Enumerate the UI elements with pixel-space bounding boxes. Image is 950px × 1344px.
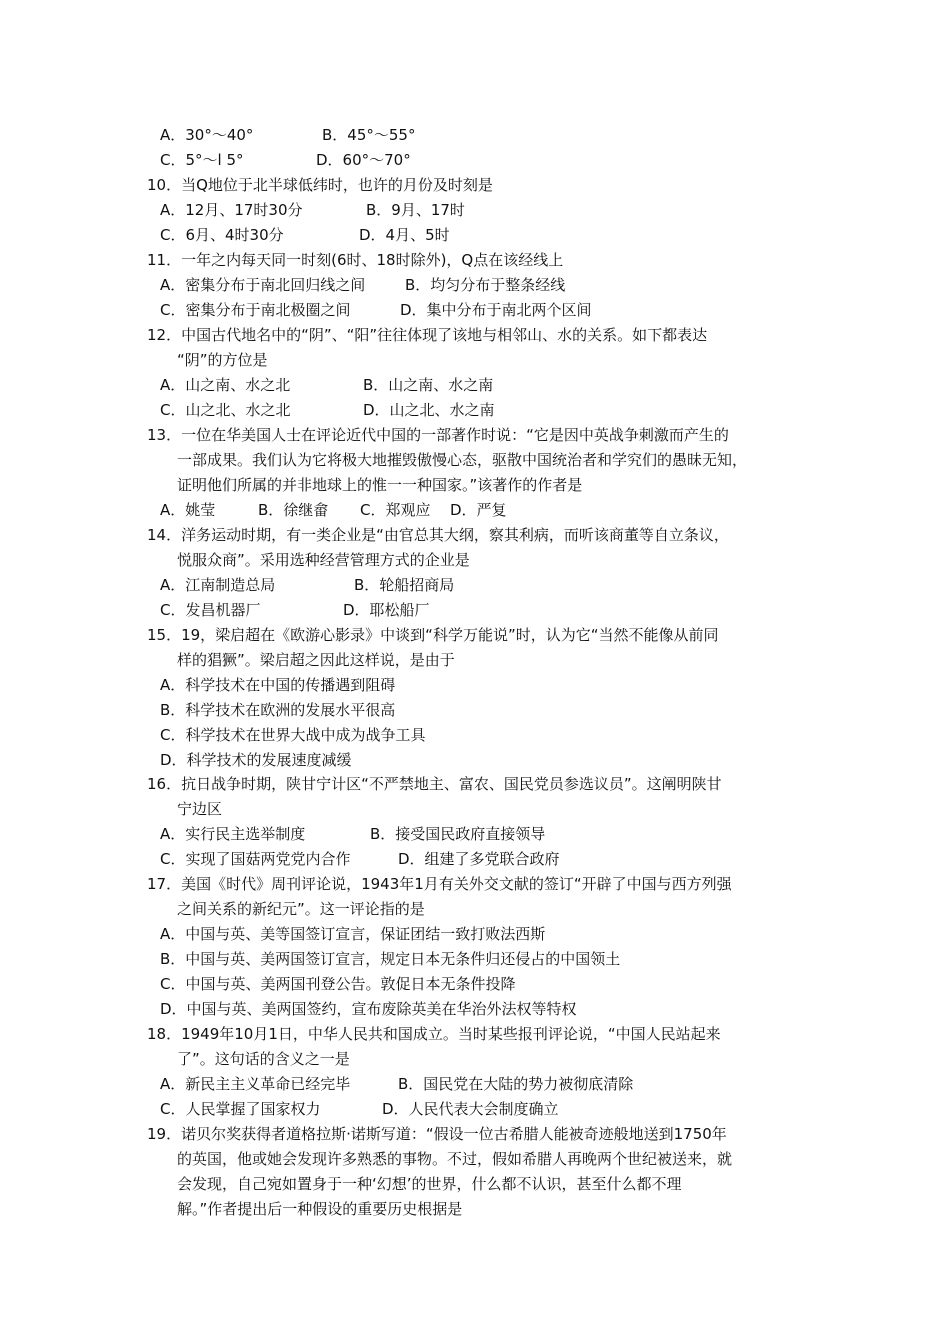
option: C．5°～l 5° bbox=[160, 151, 244, 169]
question-15 bbox=[147, 625, 719, 645]
option: A．密集分布于南北回归线之间 bbox=[160, 276, 366, 294]
question-stem: 1949年10月1日，中华人民共和国成立。当时某些报刊评论说，“中国人民站起来 bbox=[181, 1025, 721, 1043]
question-14 bbox=[147, 525, 729, 545]
question-16 bbox=[147, 774, 722, 794]
option: C．中国与英、美两国刊登公告。敦促日本无条件投降 bbox=[160, 975, 516, 993]
question-number: 16． bbox=[147, 775, 182, 793]
question-stem-continued: 悦服众商”。采用选种经营管理方式的企业是 bbox=[177, 551, 470, 569]
option: A．山之南、水之北 bbox=[160, 376, 291, 394]
option: C．山之北、水之北 bbox=[160, 401, 291, 419]
question-10 bbox=[147, 175, 493, 195]
question-stem-continued: 宁边区 bbox=[177, 800, 223, 818]
question-stem: 美国《时代》周刊评论说，1943年1月有关外交文献的签订“开辟了中国与西方列强 bbox=[181, 875, 732, 893]
question-17 bbox=[147, 874, 732, 894]
question-19 bbox=[147, 1124, 727, 1144]
option: D．人民代表大会制度确立 bbox=[382, 1100, 559, 1118]
question-number: 17． bbox=[147, 875, 182, 893]
question-stem-continued: 样的猖獗”。梁启超之因此这样说，是由于 bbox=[177, 651, 455, 669]
option: C．密集分布于南北极圈之间 bbox=[160, 301, 351, 319]
option: A．姚莹 bbox=[160, 501, 216, 519]
question-number: 10． bbox=[147, 176, 182, 194]
option: D．中国与英、美两国签约，宣布废除英美在华治外法权等特权 bbox=[160, 1000, 577, 1018]
option: D．耶松船厂 bbox=[343, 601, 430, 619]
question-stem: 当Q地位于北半球低纬时，也许的月份及时刻是 bbox=[181, 176, 493, 194]
question-stem-continued: “阴”的方位是 bbox=[177, 351, 268, 369]
option: D．60°～70° bbox=[316, 151, 411, 169]
option: C．科学技术在世界大战中成为战争工具 bbox=[160, 726, 426, 744]
option: D．科学技术的发展速度减缓 bbox=[160, 751, 352, 769]
option: A．实行民主选举制度 bbox=[160, 825, 306, 843]
question-number: 11． bbox=[147, 251, 182, 269]
option: C．郑观应 bbox=[360, 501, 431, 519]
option: D．山之北、水之南 bbox=[363, 401, 495, 419]
option: A．12月、17时30分 bbox=[160, 201, 303, 219]
option: D．集中分布于南北两个区间 bbox=[400, 301, 592, 319]
question-stem: 一年之内每天同一时刻(6时、18时除外)，Q点在该经线上 bbox=[181, 251, 564, 269]
option: D．组建了多党联合政府 bbox=[398, 850, 560, 868]
option: D．严复 bbox=[450, 501, 507, 519]
question-stem: 19，梁启超在《欧游心影录》中谈到“科学万能说”时，认为它“当然不能像从前同 bbox=[181, 626, 719, 644]
question-stem-continued: 的英国，他或她会发现许多熟悉的事物。不过，假如希腊人再晚两个世纪被送来，就 bbox=[177, 1150, 733, 1168]
question-stem-continued: 之间关系的新纪元”。这一评论指的是 bbox=[177, 900, 425, 918]
option: C．发昌机器厂 bbox=[160, 601, 261, 619]
option: B．科学技术在欧洲的发展水平很高 bbox=[160, 701, 396, 719]
option: B．徐继畲 bbox=[258, 501, 329, 519]
question-18 bbox=[147, 1024, 721, 1044]
question-stem-continued: 解。”作者提出后一种假设的重要历史根据是 bbox=[177, 1200, 463, 1218]
option: B．均匀分布于整条经线 bbox=[405, 276, 566, 294]
question-number: 18． bbox=[147, 1025, 182, 1043]
question-stem: 洋务运动时期，有一类企业是“由官总其大纲，察其利病，而听该商董等自立条议， bbox=[181, 526, 729, 544]
option: B．中国与英、美两国签订宣言，规定日本无条件归还侵占的中国领土 bbox=[160, 950, 621, 968]
question-stem: 诺贝尔奖获得者道格拉斯·诺斯写道：“假设一位古希腊人能被奇迹般地送到1750年 bbox=[181, 1125, 727, 1143]
question-stem-continued: 会发现，自己宛如置身于一种‘幻想’的世界，什么都不认识，甚至什么都不理 bbox=[177, 1175, 682, 1193]
question-stem-continued: 证明他们所属的并非地球上的惟一一种国家。”该著作的作者是 bbox=[177, 476, 583, 494]
question-number: 15． bbox=[147, 626, 182, 644]
option: D．4月、5时 bbox=[359, 226, 450, 244]
option: B．接受国民政府直接领导 bbox=[370, 825, 546, 843]
question-stem: 中国古代地名中的“阴”、“阳”往往体现了该地与相邻山、水的关系。如下都表达 bbox=[181, 326, 708, 344]
question-number: 13． bbox=[147, 426, 182, 444]
option: A．中国与英、美等国签订宣言，保证团结一致打败法西斯 bbox=[160, 925, 546, 943]
question-stem-continued: 了”。这句话的含义之一是 bbox=[177, 1050, 350, 1068]
question-stem-continued: 一部成果。我们认为它将极大地摧毁傲慢心态，驱散中国统治者和学究们的愚昧无知， bbox=[177, 451, 748, 469]
option: B．山之南、水之南 bbox=[363, 376, 494, 394]
question-number: 19． bbox=[147, 1125, 182, 1143]
option: A．科学技术在中国的传播遇到阻碍 bbox=[160, 676, 396, 694]
question-12 bbox=[147, 325, 707, 345]
option: B．45°～55° bbox=[322, 126, 416, 144]
option: C．6月、4时30分 bbox=[160, 226, 284, 244]
question-stem: 抗日战争时期，陕甘宁计区“不严禁地主、富农、国民党员参选议员”。这阐明陕甘 bbox=[181, 775, 722, 793]
option: B．轮船招商局 bbox=[354, 576, 455, 594]
question-11 bbox=[147, 250, 563, 270]
question-stem: 一位在华美国人士在评论近代中国的一部著作时说：“它是因中英战争刺激而产生的 bbox=[181, 426, 729, 444]
option: C．实现了国菇两党党内合作 bbox=[160, 850, 351, 868]
option: B．9月、17时 bbox=[366, 201, 465, 219]
option: A．30°～40° bbox=[160, 126, 254, 144]
question-13 bbox=[147, 425, 729, 445]
question-number: 12． bbox=[147, 326, 182, 344]
question-number: 14． bbox=[147, 526, 182, 544]
option: C．人民掌握了国家权力 bbox=[160, 1100, 321, 1118]
option: A．江南制造总局 bbox=[160, 576, 276, 594]
option: A．新民主主义革命已经完毕 bbox=[160, 1075, 351, 1093]
option: B．国民党在大陆的势力被彻底清除 bbox=[398, 1075, 634, 1093]
